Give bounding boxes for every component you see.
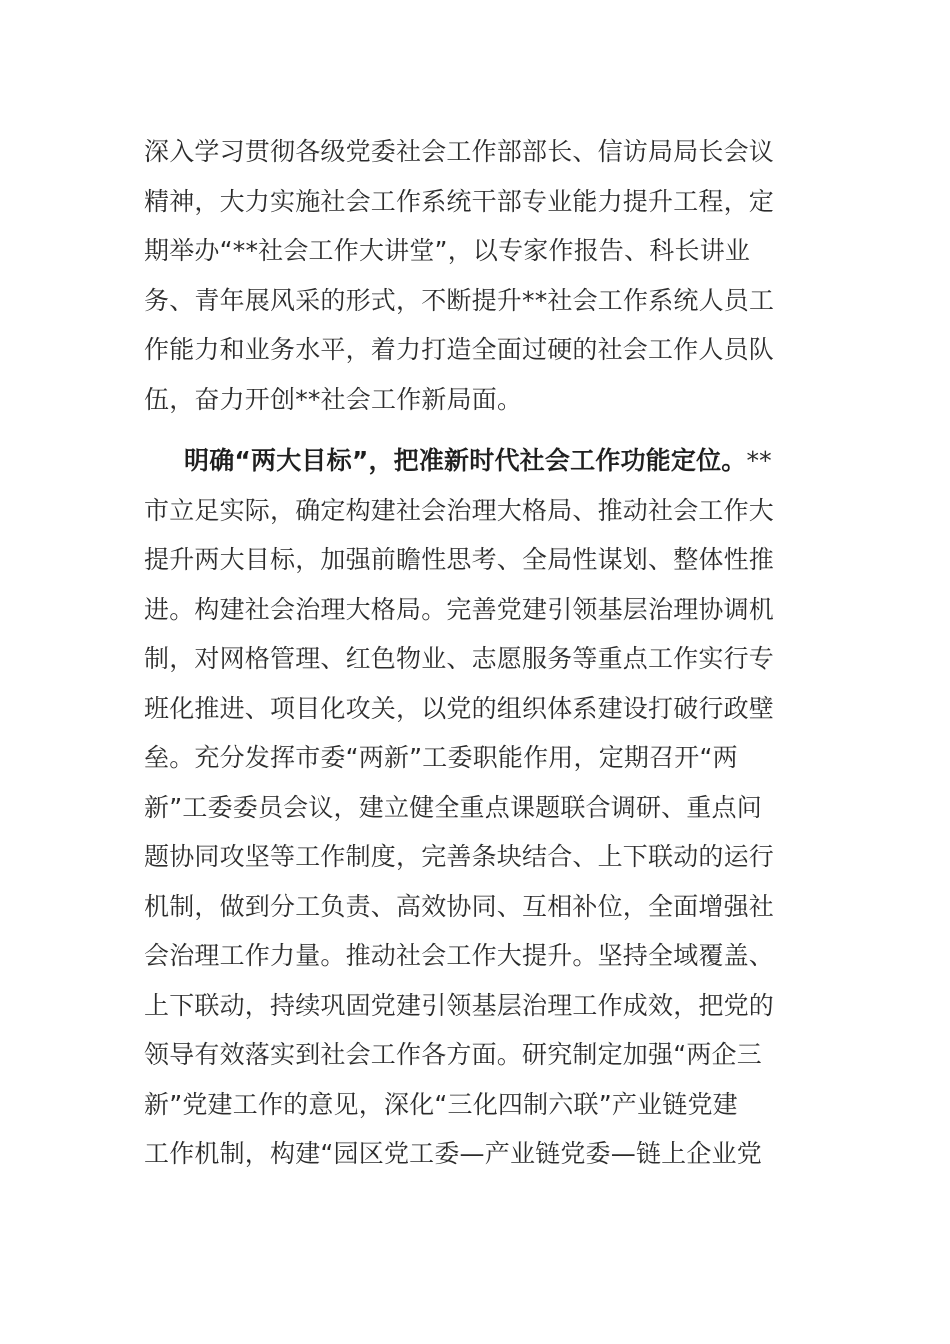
text-line: 进。构建社会治理大格局。完善党建引领基层治理协调机 [144, 594, 775, 624]
paragraph-first-line [144, 436, 810, 486]
document-body [144, 127, 810, 1179]
text-line: 上下联动，持续巩固党建引领基层治理工作成效，把党的 [144, 990, 775, 1020]
text-line: 题协同攻坚等工作制度，完善条块结合、上下联动的运行 [144, 842, 775, 871]
text-line: 工作机制，构建“园区党工委—产业链党委—链上企业党 [144, 1139, 762, 1168]
text-line: 务、青年展风采的形式，不断提升**社会工作系统人员工 [144, 285, 775, 315]
text-line: 精神，大力实施社会工作系统干部专业能力提升工程，定 [144, 186, 775, 216]
paragraph-2 [144, 436, 810, 1179]
text-line: 提升两大目标，加强前瞻性思考、全局性谋划、整体性推 [144, 545, 775, 574]
text-line: 新”党建工作的意见，深化“三化四制六联”产业链党建 [144, 1089, 738, 1119]
text-line: 期举办“**社会工作大讲堂”，以专家作报告、科长讲业 [144, 236, 751, 265]
section-heading: 明确“两大目标”，把准新时代社会工作功能定位。 [184, 446, 747, 475]
text-line: 深入学习贯彻各级党委社会工作部部长、信访局局长会议 [144, 137, 775, 166]
text-line: 会治理工作力量。推动社会工作大提升。坚持全域覆盖、 [144, 941, 775, 970]
text-line: 领导有效落实到社会工作各方面。研究制定加强“两企三 [144, 1040, 762, 1069]
paragraph-spacer [144, 424, 810, 436]
text-line: 班化推进、项目化攻关，以党的组织体系建设打破行政壁 [144, 693, 775, 723]
text-line: 作能力和业务水平，着力打造全面过硬的社会工作人员队 [144, 335, 775, 364]
text-line: 新”工委委员会议，建立健全重点课题联合调研、重点问 [144, 792, 762, 822]
text-line: 垒。充分发挥市委“两新”工委职能作用，定期召开“两 [144, 743, 738, 772]
text-line: 机制，做到分工负责、高效协同、互相补位，全面增强社 [144, 891, 775, 921]
heading-tail-text: ** [746, 446, 772, 475]
text-line: 伍，奋力开创**社会工作新局面。 [144, 384, 523, 414]
text-line: 市立足实际，确定构建社会治理大格局、推动社会工作大 [144, 495, 775, 525]
text-line: 制，对网格管理、红色物业、志愿服务等重点工作实行专 [144, 644, 775, 673]
paragraph-1 [144, 127, 810, 424]
